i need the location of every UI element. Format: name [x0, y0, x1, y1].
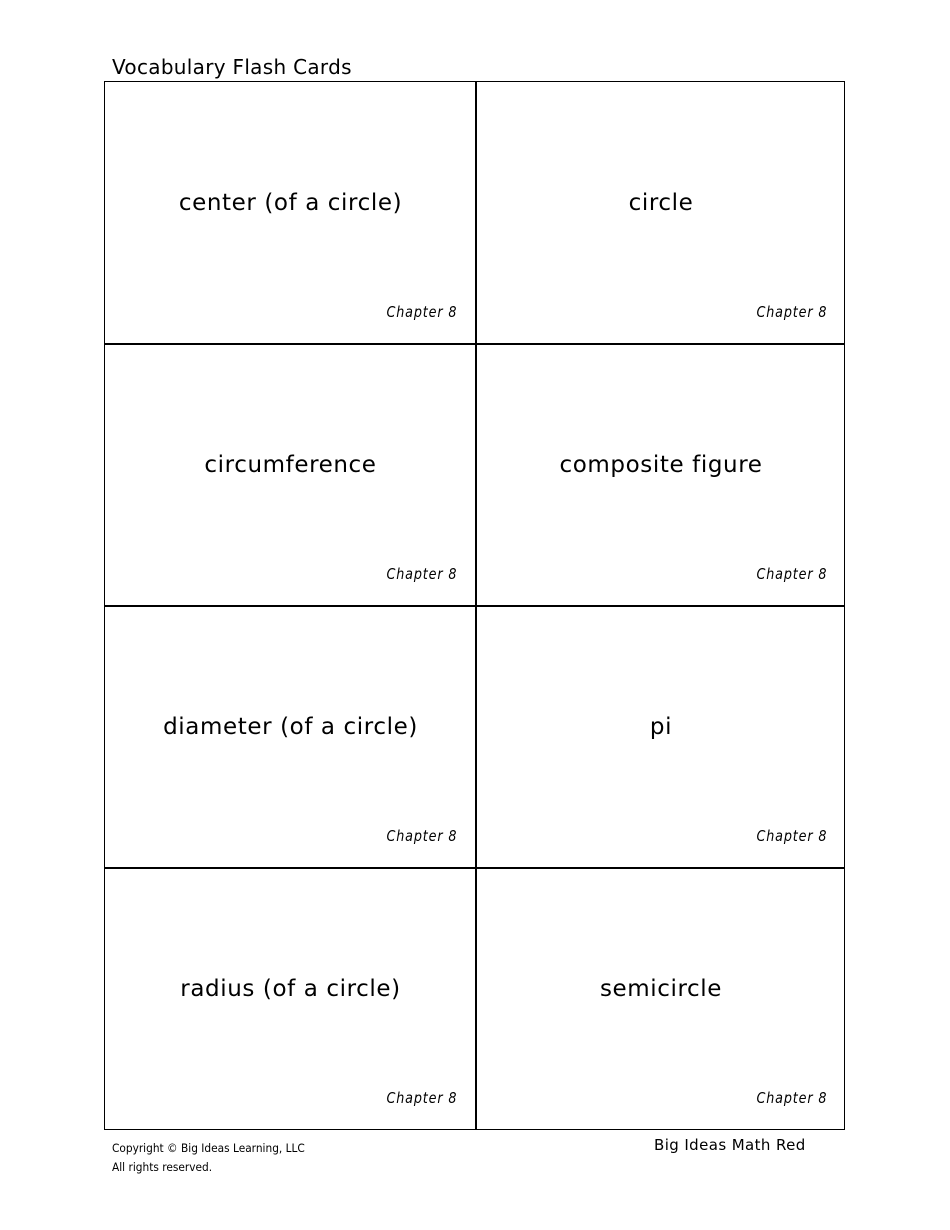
- rights-text: All rights reserved.: [112, 1160, 213, 1174]
- card-term: circumference: [204, 452, 377, 478]
- page-title: Vocabulary Flash Cards: [112, 55, 352, 79]
- brand-label: Big Ideas Math Red: [654, 1136, 806, 1154]
- card-chapter: Chapter 8: [386, 827, 457, 845]
- card-chapter: Chapter 8: [386, 1089, 457, 1107]
- card-term: circle: [628, 190, 694, 216]
- flash-card: [105, 82, 476, 344]
- card-chapter: Chapter 8: [756, 1089, 827, 1107]
- flash-card: [476, 344, 846, 606]
- card-chapter: Chapter 8: [756, 303, 827, 321]
- card-chapter: Chapter 8: [386, 565, 457, 583]
- flash-card: [476, 868, 846, 1130]
- card-term: composite figure: [559, 452, 763, 478]
- flash-card-grid: [104, 81, 845, 1130]
- flash-card: [476, 606, 846, 868]
- card-term: radius (of a circle): [180, 976, 401, 1002]
- flash-card: [105, 868, 476, 1130]
- flash-card: [105, 606, 476, 868]
- card-chapter: Chapter 8: [756, 565, 827, 583]
- card-term: semicircle: [599, 976, 723, 1002]
- copyright-text: Copyright © Big Ideas Learning, LLC: [112, 1141, 305, 1155]
- card-chapter: Chapter 8: [756, 827, 827, 845]
- card-term: pi: [649, 714, 673, 740]
- card-chapter: Chapter 8: [386, 303, 457, 321]
- flash-card: [476, 82, 846, 344]
- copyright-notice: [112, 1139, 305, 1177]
- flash-card: [105, 344, 476, 606]
- card-term: center (of a circle): [178, 190, 403, 216]
- card-term: diameter (of a circle): [163, 714, 418, 740]
